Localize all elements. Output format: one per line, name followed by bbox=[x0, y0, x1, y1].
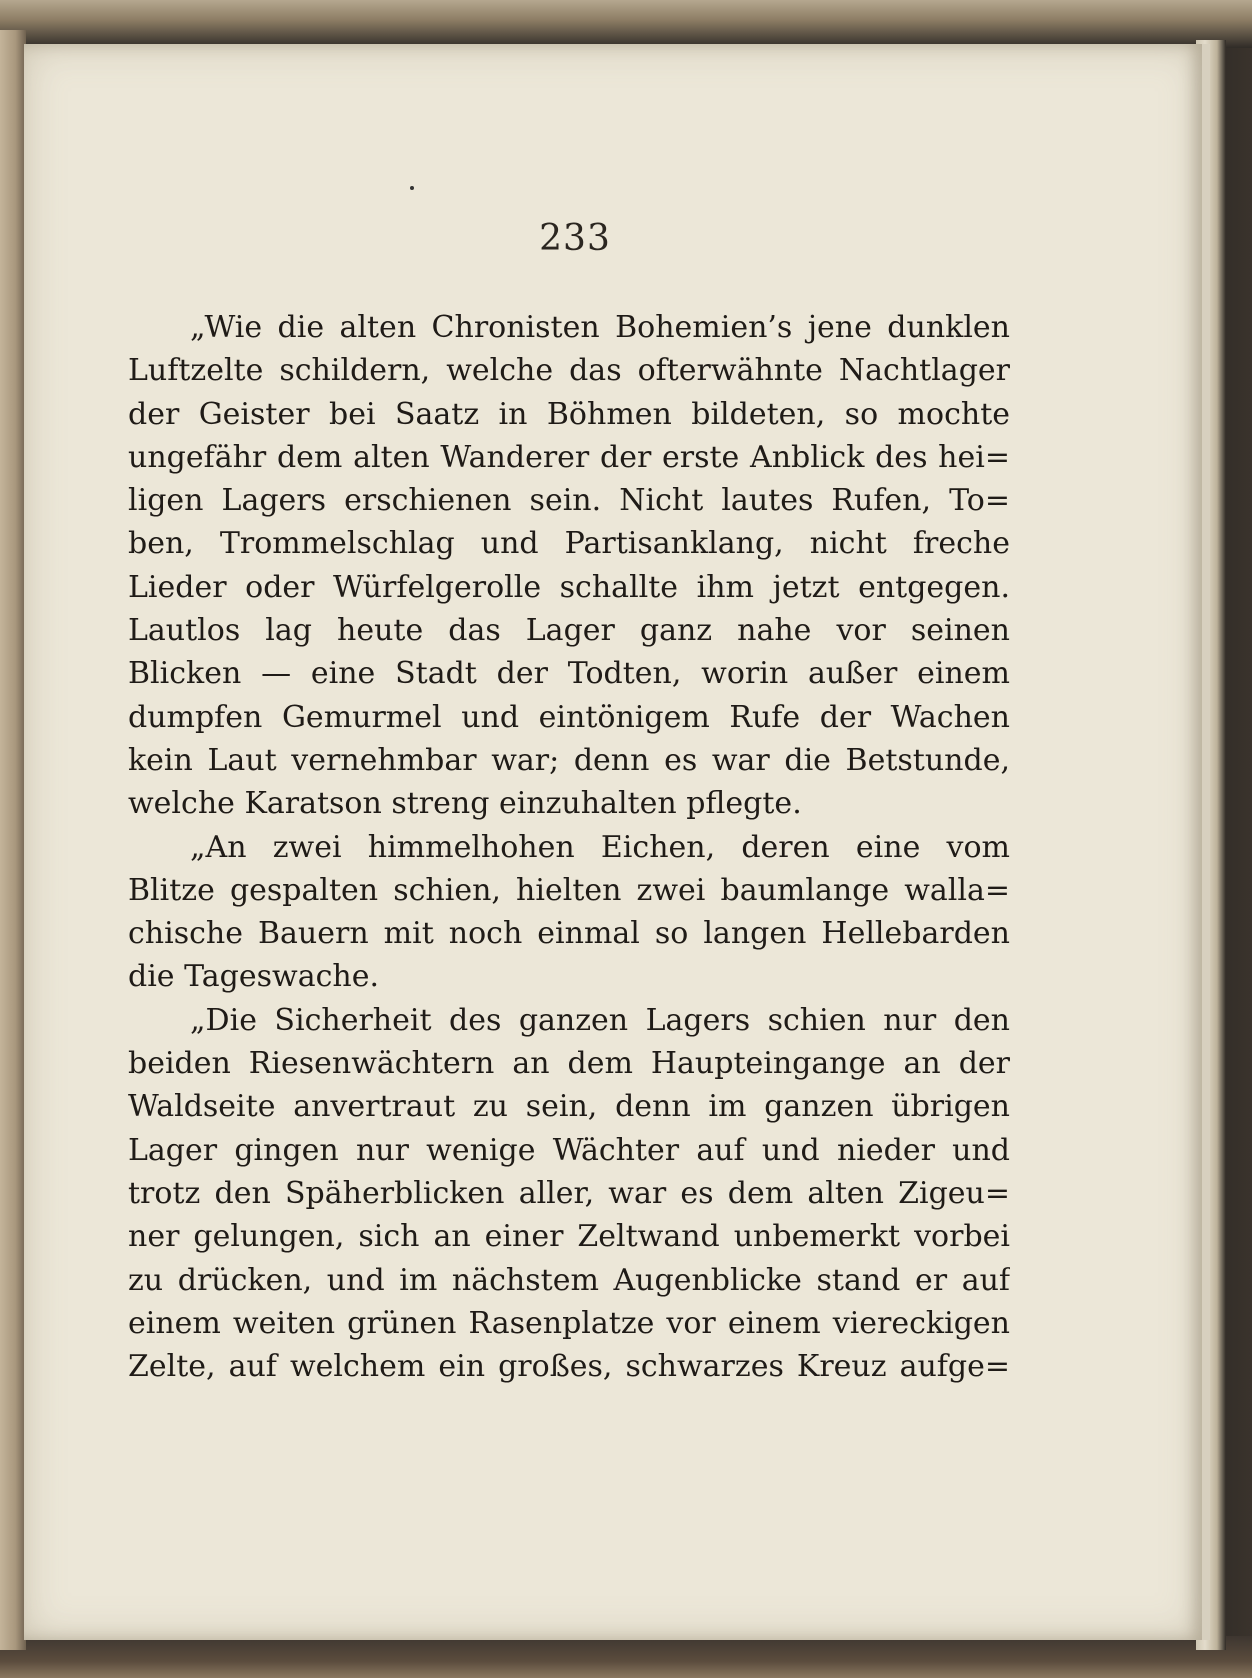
text-line: Blicken — eine Stadt der Todten, worin außer einem bbox=[128, 656, 1010, 692]
text-line: ungefähr dem alten Wanderer der erste Anblick des hei= bbox=[128, 439, 1010, 475]
text-line: chische Bauern mit noch einmal so langen Hellebarden bbox=[128, 916, 1010, 952]
text-line: Lieder oder Würfelgerolle schallte ihm jetzt entgegen. bbox=[128, 569, 1010, 605]
text-line: „Die Sicherheit des ganzen Lagers schien nur den bbox=[190, 1002, 1010, 1038]
text-line: Lautlos lag heute das Lager ganz nahe vor seinen bbox=[128, 613, 1010, 649]
page-body-text bbox=[128, 306, 1010, 1388]
text-line: ligen Lagers erschienen sein. Nicht lautes Rufen, To= bbox=[128, 483, 1010, 519]
text-line: trotz den Späherblicken aller, war es dem alten Zigeu= bbox=[128, 1175, 1010, 1211]
page-number: 233 bbox=[539, 218, 611, 259]
text-line: dumpfen Gemurmel und eintönigem Rufe der Wachen bbox=[128, 699, 1010, 735]
text-line: ner gelungen, sich an einer Zeltwand unbemerkt vorbei bbox=[128, 1219, 1010, 1255]
text-line: Waldseite anvertraut zu sein, denn im ganzen übrigen bbox=[128, 1089, 1010, 1125]
text-line: einem weiten grünen Rasenplatze vor einem viereckigen bbox=[128, 1305, 1010, 1341]
text-line: die Tageswache. bbox=[128, 959, 379, 995]
text-line: „Wie die alten Chronisten Bohemien’s jene dunklen bbox=[190, 310, 1010, 345]
text-line: ben, Trommelschlag und Partisanklang, nicht freche bbox=[128, 526, 1010, 562]
book-spine-edge bbox=[0, 30, 26, 1650]
book-cover-top-edge bbox=[0, 0, 1252, 48]
text-line: Luftzelte schildern, welche das ofterwähnte Nachtlager bbox=[128, 353, 1010, 389]
text-line: kein Laut vernehmbar war; denn es war die Betstunde, bbox=[128, 742, 1010, 778]
text-line: zu drücken, und im nächstem Augenblicke stand er auf bbox=[128, 1262, 1010, 1298]
ink-speck bbox=[410, 186, 414, 190]
text-line: Lager gingen nur wenige Wächter auf und nieder und bbox=[128, 1132, 1010, 1168]
text-line: der Geister bei Saatz in Böhmen bildeten, so mochte bbox=[128, 396, 1010, 432]
text-line: Zelte, auf welchem ein großes, schwarzes Kreuz aufge= bbox=[128, 1349, 1010, 1385]
text-line: beiden Riesenwächtern an dem Haupteingange an der bbox=[128, 1046, 1010, 1082]
book-cover-bottom-edge bbox=[0, 1636, 1252, 1678]
text-line: Blitze gespalten schien, hielten zwei baumlange walla= bbox=[128, 872, 1010, 908]
text-line: „An zwei himmelhohen Eichen, deren eine vom bbox=[190, 829, 1010, 865]
text-line: welche Karatson streng einzuhalten pflegte. bbox=[128, 786, 802, 822]
